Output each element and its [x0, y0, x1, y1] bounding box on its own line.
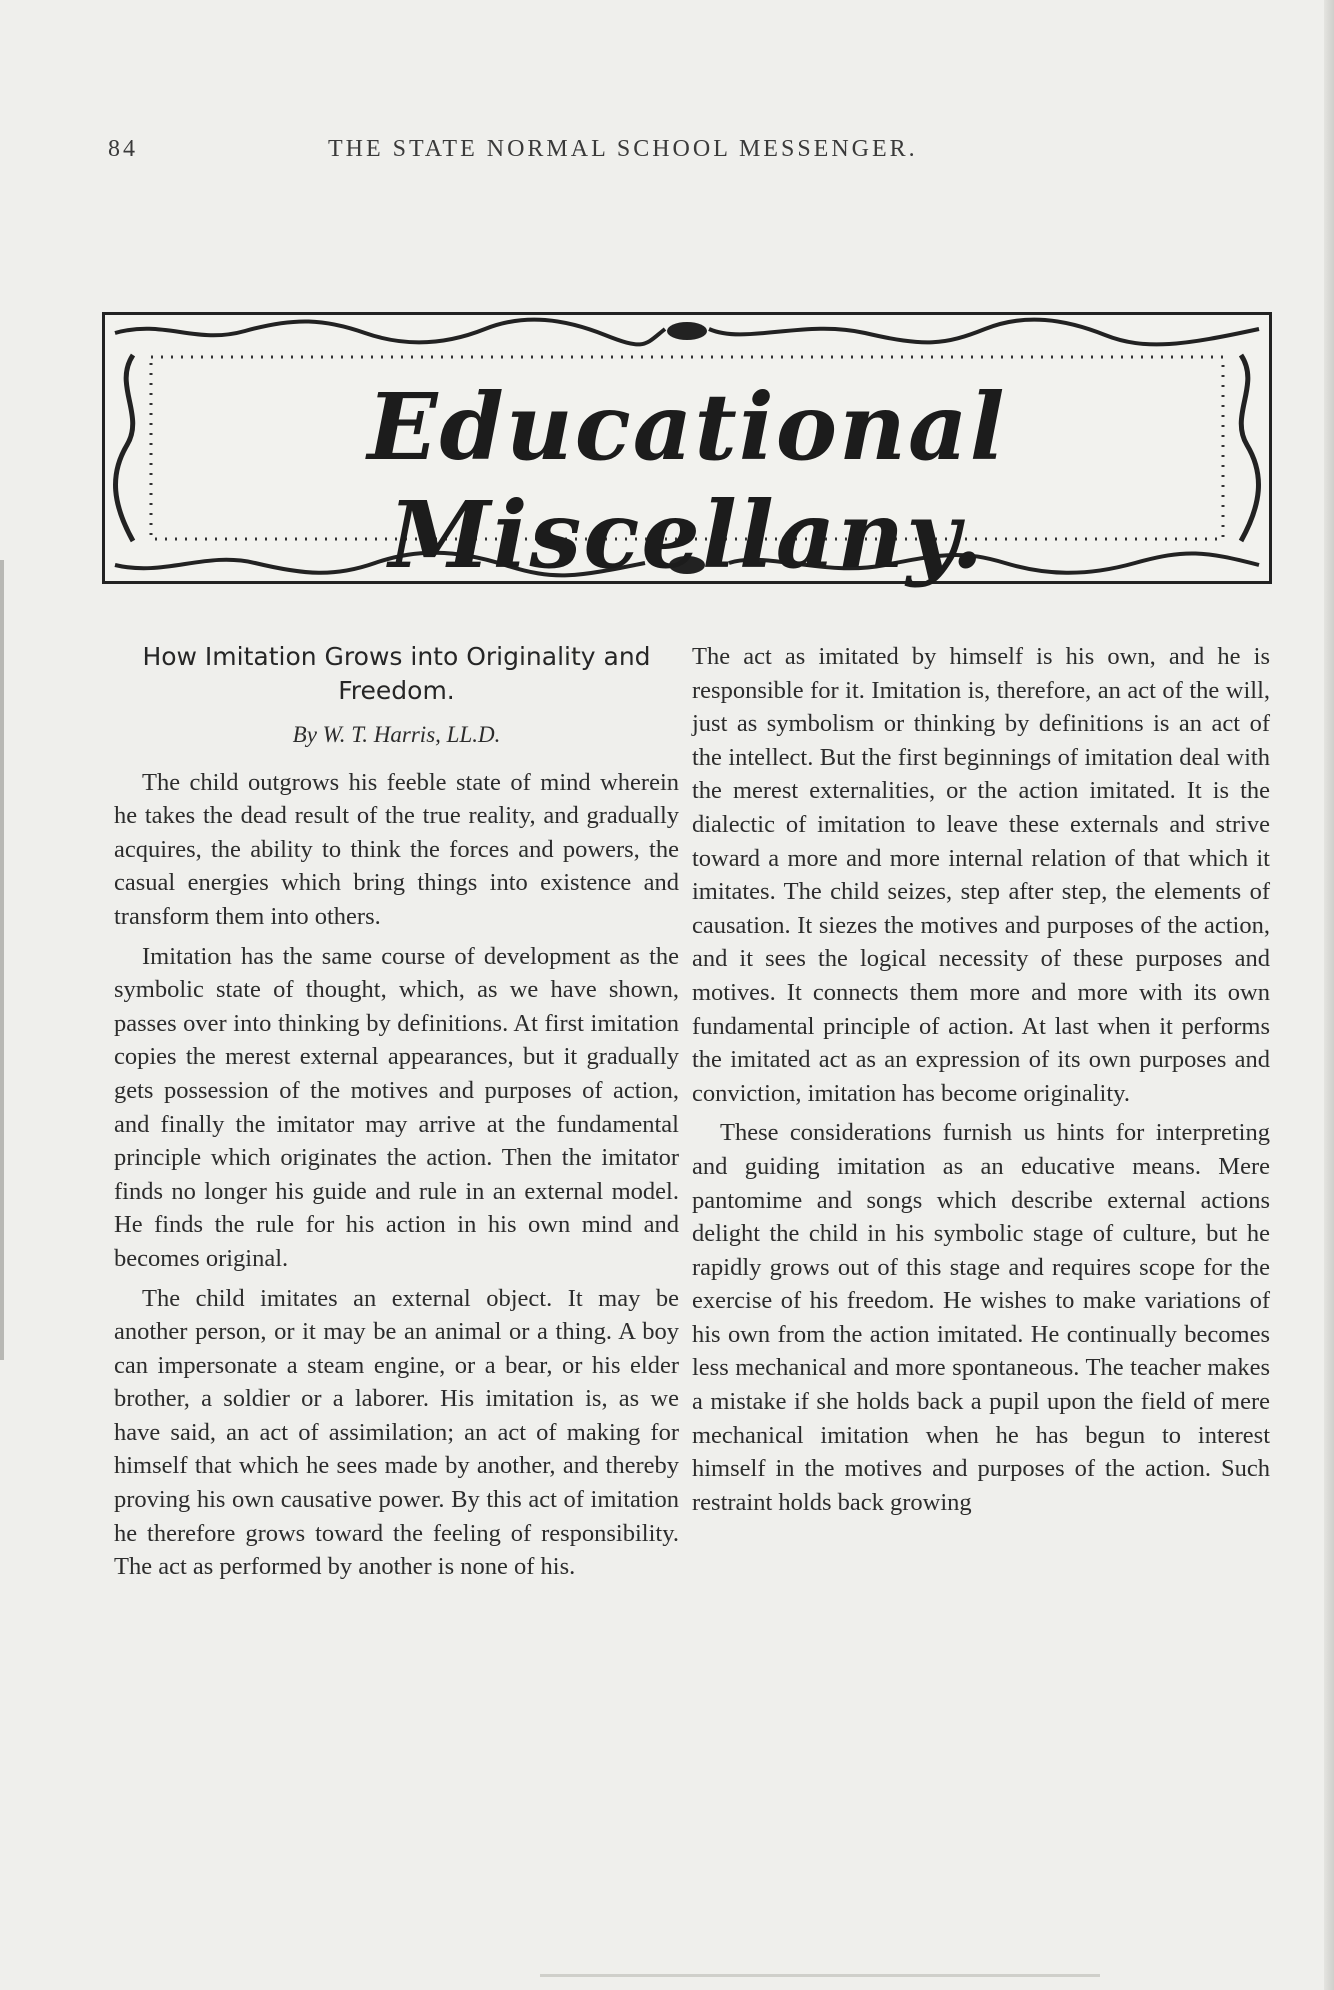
- article-byline: By W. T. Harris, LL.D.: [292, 722, 501, 747]
- paragraph: The act as imitated by himself is his own, and he is responsible for it. Imitation is, therefore, an act of the will, just as symbolism or thinking by definitions is an act of the intellect. But the first beginnings of imitation deal with the merest externalities, or the action imitated. It is the dialectic of imitation to leave these externals and strive toward a more and more internal relation of that which it imitates. The child seizes, step after step, the elements of causation. It siezes the motives and purposes of the action, and it sees the logical necessity of these purposes and motives. It connects them more and more with its own fundamental principle of action. At last when it performs the imitated act as an expression of its own purposes and conviction, imitation has become originality.: [692, 643, 1270, 1107]
- running-header: [108, 136, 1248, 170]
- right-column: [692, 640, 1270, 1525]
- page-edge-shadow: [0, 560, 4, 1360]
- left-column: [114, 640, 679, 1590]
- page-edge-shadow-right: [1324, 0, 1334, 1990]
- section-banner: [102, 312, 1272, 589]
- article-title: How Imitation Grows into Originality and Freedom.: [142, 642, 651, 705]
- paragraph: The child outgrows his feeble state of mind wherein he takes the dead result of the true reality, and gradually acquires, the ability to think the forces and powers, the casual energies which bring things into existence and transform them into others.: [114, 768, 679, 930]
- paragraph: The child imitates an external object. It may be another person, or it may be an animal or a thing. A boy can impersonate a steam engine, or a bear, or his elder brother, a soldier or a laborer. His imitation is, as we have said, an act of assimilation; an act of making for himself that which he sees made by another, and thereby proving his own causative power. By this act of imitation he therefore grows toward the feeling of responsibility. The act as performed by another is none of his.: [114, 1284, 679, 1581]
- journal-title: THE STATE NORMAL SCHOOL MESSENGER.: [328, 136, 918, 162]
- paragraph: Imitation has the same course of development as the symbolic state of thought, which, as we have shown, passes over into thinking by definitions. At first imitation copies the merest external appearances, but it gradually gets possession of the motives and purposes of action, and finally the imitator may arrive at the fundamental principle which originates the action. Then the imitator finds no longer his guide and rule in an external model. He finds the rule for his action in his own mind and becomes original.: [114, 942, 679, 1272]
- paragraph: These considerations furnish us hints for interpreting and guiding imitation as an educative means. Mere pantomime and songs which describe external actions delight the child in his symbolic stage of culture, but he rapidly grows out of this stage and requires scope for the exercise of his freedom. He wishes to make variations of his own from the action imitated. He continually becomes less mechanical and more spontaneous. The teacher makes a mistake if she holds back a pupil upon the field of mere mechanical imitation when he has begun to interest himself in the motives and purposes of the action. Such restraint holds back growing: [692, 1119, 1270, 1516]
- page-bottom-edge: [540, 1974, 1100, 1977]
- page-number: 84: [108, 136, 138, 162]
- section-title: Educational Miscellany.: [367, 373, 1007, 589]
